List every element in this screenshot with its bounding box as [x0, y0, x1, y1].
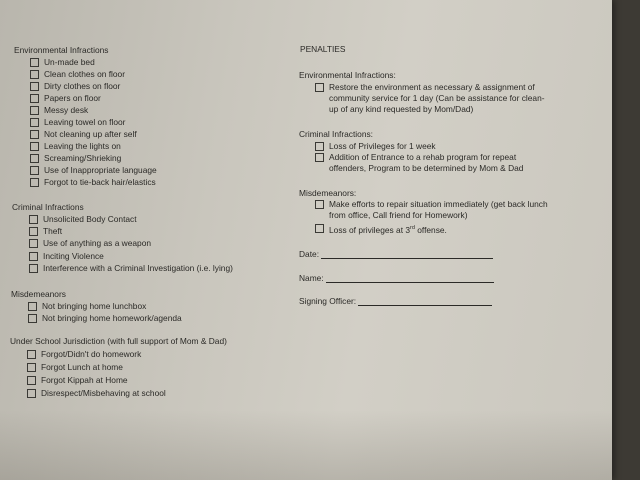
school-jurisdiction-heading: Under School Jurisdiction (with full support of Mom & Dad) — [10, 336, 227, 346]
checkbox[interactable] — [30, 94, 39, 103]
checklist-item[interactable]: Clean clothes on floor — [30, 69, 125, 79]
checkbox[interactable] — [27, 376, 36, 385]
checkbox[interactable] — [30, 166, 39, 175]
checkbox[interactable] — [315, 200, 324, 209]
checkbox[interactable] — [30, 178, 39, 187]
checklist-item[interactable]: Un-made bed — [30, 57, 95, 67]
checkbox[interactable] — [30, 82, 39, 91]
signing-officer-field[interactable]: Signing Officer: — [299, 296, 492, 306]
checklist-item[interactable]: Addition of Entrance to a rehab program for repeat offenders, Program to be determined by Mom & Dad — [315, 152, 547, 174]
checkbox[interactable] — [27, 389, 36, 398]
checkbox[interactable] — [30, 70, 39, 79]
checklist-item[interactable]: Papers on floor — [30, 93, 101, 103]
checklist-item[interactable]: Inciting Violence — [29, 251, 104, 261]
checklist-item[interactable]: Use of Inappropriate language — [30, 165, 157, 175]
checklist-item[interactable]: Theft — [29, 226, 62, 236]
officer-signature-line[interactable] — [358, 297, 492, 306]
checklist-item[interactable]: Not bringing home homework/agenda — [28, 313, 182, 323]
checklist-item[interactable]: Leaving the lights on — [30, 141, 121, 151]
name-field[interactable]: Name: — [299, 273, 494, 283]
checkbox[interactable] — [28, 302, 37, 311]
misdemeanors-heading: Misdemeanors — [11, 289, 66, 299]
checkbox[interactable] — [27, 363, 36, 372]
checkbox[interactable] — [29, 227, 38, 236]
checklist-item[interactable]: Loss of privileges at 3rd offense. — [315, 223, 447, 235]
checkbox[interactable] — [29, 239, 38, 248]
penalties-title: PENALTIES — [300, 44, 346, 54]
checkbox[interactable] — [29, 252, 38, 261]
penalties-misdemeanors-heading: Misdemeanors: — [299, 188, 357, 198]
criminal-infractions-heading: Criminal Infractions — [12, 202, 84, 212]
checkbox[interactable] — [29, 264, 38, 273]
checkbox[interactable] — [315, 142, 324, 151]
checklist-item[interactable]: Screaming/Shrieking — [30, 153, 121, 163]
checklist-item[interactable]: Forgot Kippah at Home — [27, 375, 128, 385]
checkbox[interactable] — [30, 58, 39, 67]
name-signature-line[interactable] — [326, 274, 494, 283]
checklist-item[interactable]: Loss of Privileges for 1 week — [315, 141, 436, 151]
date-signature-line[interactable] — [321, 250, 493, 259]
checklist-item[interactable]: Interference with a Criminal Investigation (i.e. lying) — [29, 263, 233, 273]
checklist-item[interactable]: Unsolicited Body Contact — [29, 214, 137, 224]
environmental-infractions-heading: Environmental Infractions — [14, 45, 109, 55]
checkbox[interactable] — [30, 130, 39, 139]
checklist-item[interactable]: Leaving towel on floor — [30, 117, 125, 127]
checklist-item[interactable]: Forgot/Didn't do homework — [27, 349, 141, 359]
checklist-item[interactable]: Not bringing home lunchbox — [28, 301, 146, 311]
checklist-item[interactable]: Use of anything as a weapon — [29, 238, 151, 248]
penalties-criminal-heading: Criminal Infractions: — [299, 129, 374, 139]
checklist-item[interactable]: Dirty clothes on floor — [30, 81, 120, 91]
date-field[interactable]: Date: — [299, 249, 493, 259]
checklist-item[interactable]: Disrespect/Misbehaving at school — [27, 388, 166, 398]
checkbox[interactable] — [29, 215, 38, 224]
checkbox[interactable] — [30, 154, 39, 163]
checklist-item[interactable]: Forgot Lunch at home — [27, 362, 123, 372]
checklist-item[interactable]: Forgot to tie-back hair/elastics — [30, 177, 156, 187]
checkbox[interactable] — [315, 83, 324, 92]
checkbox[interactable] — [30, 118, 39, 127]
checkbox[interactable] — [30, 106, 39, 115]
checkbox[interactable] — [28, 314, 37, 323]
checklist-item[interactable]: Restore the environment as necessary & assignment of community service for 1 day (Can be assistance for clean-up of any kind requested by Mom/Dad) — [315, 82, 547, 115]
checkbox[interactable] — [27, 350, 36, 359]
checkbox[interactable] — [315, 153, 324, 162]
checklist-item[interactable]: Make efforts to repair situation immediately (get back lunch from office, Call friend for Homework) — [315, 199, 555, 221]
checklist-item[interactable]: Messy desk — [30, 105, 88, 115]
penalties-environmental-heading: Environmental Infractions: — [299, 70, 396, 80]
checkbox[interactable] — [315, 224, 324, 233]
checkbox[interactable] — [30, 142, 39, 151]
checklist-item[interactable]: Not cleaning up after self — [30, 129, 137, 139]
